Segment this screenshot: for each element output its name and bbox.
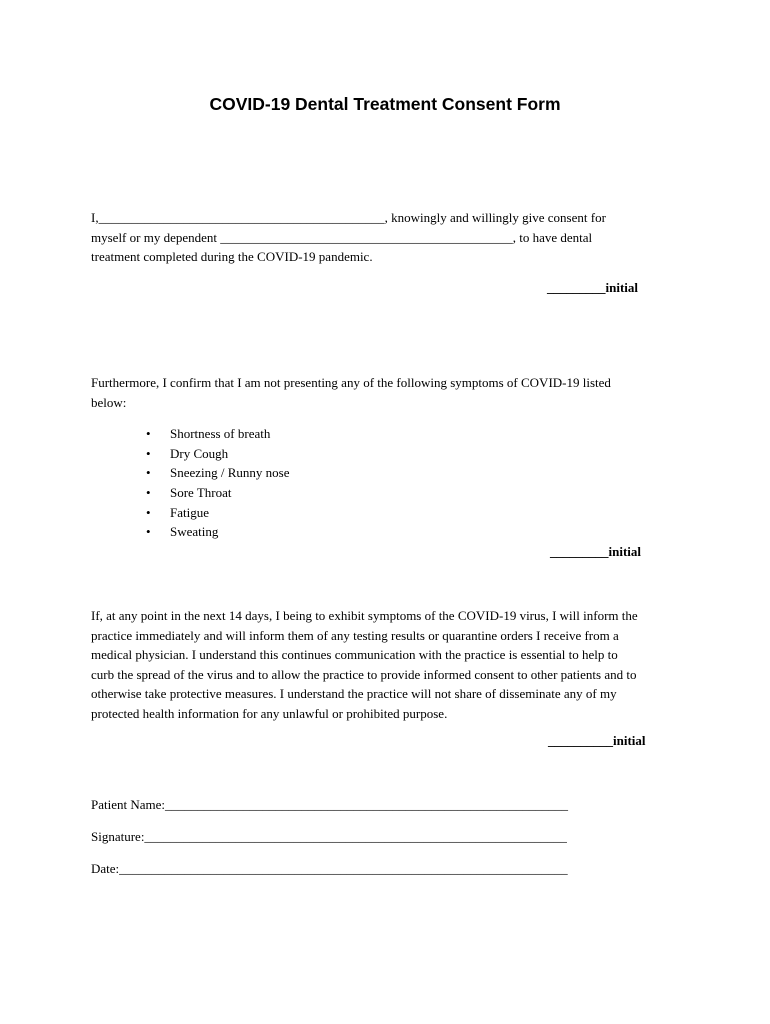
bullet-icon: • <box>146 465 151 481</box>
page-title: COVID-19 Dental Treatment Consent Form <box>209 94 561 114</box>
bullet-icon: • <box>146 504 151 520</box>
symptom-label: Fatigue <box>170 504 209 520</box>
bullet-icon: • <box>146 426 151 441</box>
symptoms-intro <box>91 373 691 412</box>
notice-paragraph <box>91 606 691 723</box>
notice-line-4: curb the spread of the virus and to allow the practice to provide informed consent to other patients and to <box>91 666 637 682</box>
symptoms-list <box>0 424 290 542</box>
date-field[interactable]: Date:_____________________________________________________________________ <box>91 861 568 876</box>
list-item <box>0 522 290 542</box>
notice-line-3: medical physician. I understand this continues communication with the practice is essential to help to <box>91 647 618 662</box>
list-item <box>0 503 290 523</box>
consent-line-2: myself or my dependent _____________________________________________, to have dental <box>91 229 593 245</box>
signature-field[interactable]: Signature:_________________________________________________________________ <box>91 829 567 844</box>
symptoms-intro-line-1: Furthermore, I confirm that I am not presenting any of the following symptoms of COVID-19 listed <box>91 375 611 390</box>
bullet-icon: • <box>146 485 151 501</box>
symptoms-initial-field[interactable]: _________initial <box>550 544 642 559</box>
notice-line-6: protected health information for any unlawful or prohibited purpose. <box>91 705 448 721</box>
symptom-label: Dry Cough <box>170 445 229 461</box>
list-item <box>0 424 290 444</box>
patient-name-field[interactable]: Patient Name:______________________________________________________________ <box>91 797 569 812</box>
symptom-label: Sweating <box>170 524 219 540</box>
consent-line-3: treatment completed during the COVID-19 pandemic. <box>91 249 373 264</box>
consent-paragraph <box>91 208 691 267</box>
symptoms-intro-line-2: below: <box>91 394 127 410</box>
list-item <box>0 483 290 503</box>
notice-line-5: otherwise take protective measures. I understand the practice will not share of disseminate any of my <box>91 686 617 701</box>
symptom-label: Sneezing / Runny nose <box>170 465 290 481</box>
list-item <box>0 463 290 483</box>
consent-initial-field[interactable]: _________initial <box>547 280 639 295</box>
bullet-icon: • <box>146 445 151 461</box>
symptom-label: Sore Throat <box>170 485 232 501</box>
notice-line-1: If, at any point in the next 14 days, I being to exhibit symptoms of the COVID-19 virus, I will inform the <box>91 608 638 623</box>
consent-line-1: I,____________________________________________, knowingly and willingly give consent for <box>91 210 606 225</box>
bullet-icon: • <box>146 524 151 540</box>
symptom-label: Shortness of breath <box>170 426 271 441</box>
notice-line-2: practice immediately and will inform them of any testing results or quarantine orders I receive from a <box>91 627 619 643</box>
notice-initial-field[interactable]: __________initial <box>548 733 646 748</box>
list-item <box>0 444 290 464</box>
